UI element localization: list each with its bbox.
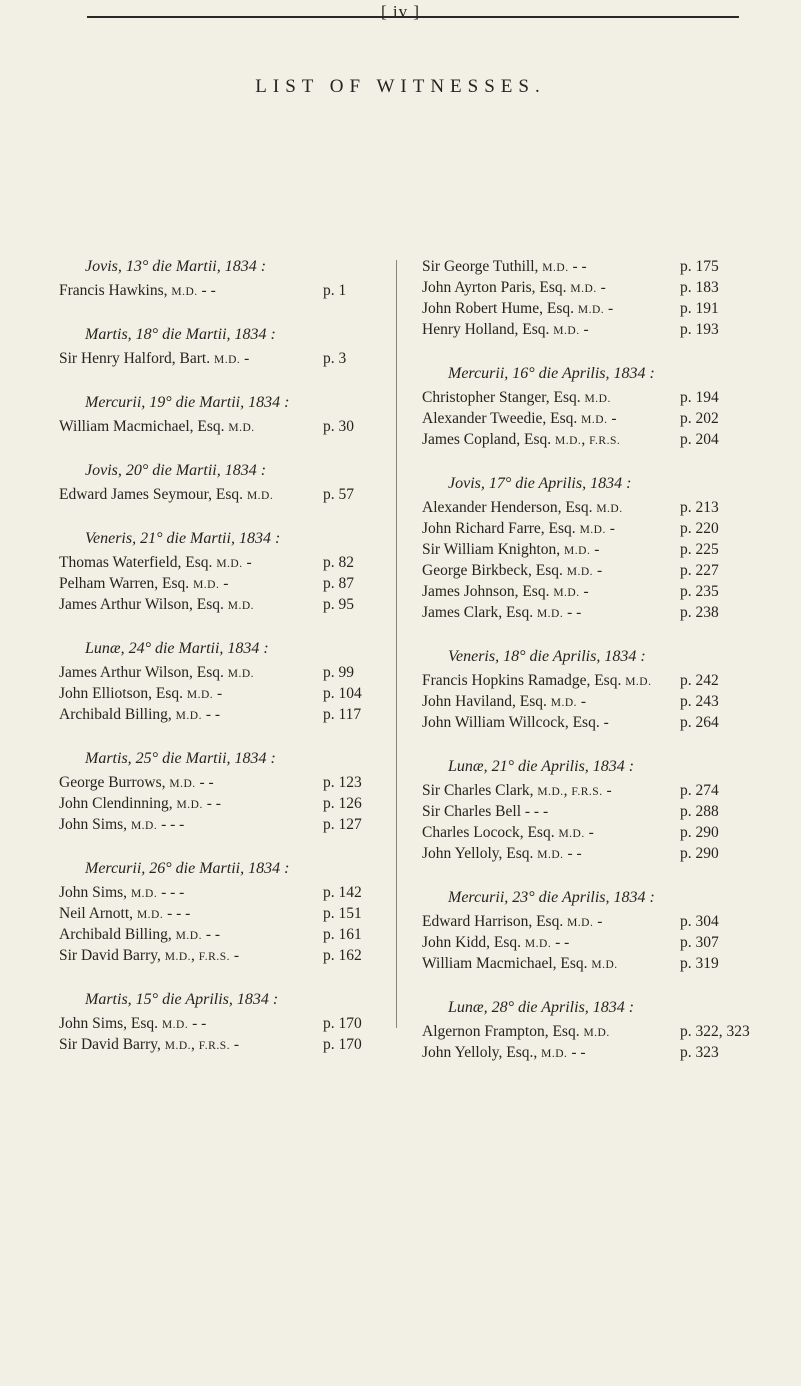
witness-row	[422, 408, 748, 429]
witness-page: p. 290	[680, 845, 719, 862]
witness-page: p. 161	[323, 926, 362, 943]
witness-row	[422, 780, 748, 801]
session-date: Mercurii, 23° die Aprilis, 1834 :	[448, 889, 655, 906]
session-date: Veneris, 21° die Martii, 1834 :	[85, 530, 281, 547]
witness-page: p. 290	[680, 824, 719, 841]
witness-name: John Yelloly, Esq. M.D. - -	[422, 845, 582, 862]
witness-name: Christopher Stanger, Esq. M.D.	[422, 389, 611, 406]
witness-page: p. 104	[323, 685, 362, 702]
witness-name: Thomas Waterfield, Esq. M.D. -	[59, 554, 252, 571]
witness-name: John Kidd, Esq. M.D. - -	[422, 934, 570, 951]
session	[422, 646, 748, 733]
session	[59, 858, 381, 966]
witness-row	[422, 670, 748, 691]
witness-row	[59, 704, 381, 725]
witness-page: p. 87	[323, 575, 354, 592]
witness-row	[59, 882, 381, 903]
session-date: Jovis, 13° die Martii, 1834 :	[85, 258, 267, 275]
witness-row	[422, 822, 748, 843]
witness-page: p. 227	[680, 562, 719, 579]
witness-name: John Sims, M.D. - - -	[59, 816, 185, 833]
witness-name: Algernon Frampton, Esq. M.D.	[422, 1023, 610, 1040]
witness-name: Charles Locock, Esq. M.D. -	[422, 824, 594, 841]
witness-row	[422, 1042, 748, 1063]
session	[59, 324, 381, 369]
witness-page: p. 288	[680, 803, 719, 820]
witness-row	[422, 497, 748, 518]
witness-row	[422, 277, 748, 298]
session	[422, 256, 748, 340]
witness-row	[59, 594, 381, 615]
session	[422, 997, 748, 1063]
witness-name: John Haviland, Esq. M.D. -	[422, 693, 587, 710]
witness-name: Archibald Billing, M.D. - -	[59, 926, 221, 943]
witness-page: p. 238	[680, 604, 719, 621]
witness-row	[422, 429, 748, 450]
witness-page: p. 307	[680, 934, 719, 951]
witness-row	[59, 280, 381, 301]
session-date: Lunæ, 28° die Aprilis, 1834 :	[448, 999, 635, 1016]
witness-name: Alexander Henderson, Esq. M.D.	[422, 499, 623, 516]
witness-name: Sir Charles Bell - - -	[422, 803, 549, 820]
witness-row	[59, 573, 381, 594]
witness-name: James Johnson, Esq. M.D. -	[422, 583, 589, 600]
witness-name: John Sims, M.D. - - -	[59, 884, 185, 901]
witness-name: James Arthur Wilson, Esq. M.D.	[59, 664, 255, 681]
session	[422, 887, 748, 974]
witness-row	[422, 1021, 748, 1042]
witness-page: p. 151	[323, 905, 362, 922]
witness-page: p. 126	[323, 795, 362, 812]
witness-name: Francis Hawkins, M.D. - -	[59, 282, 216, 299]
witness-page: p. 274	[680, 782, 719, 799]
witness-name: George Birkbeck, Esq. M.D. -	[422, 562, 603, 579]
session	[59, 460, 381, 505]
witness-name: Alexander Tweedie, Esq. M.D. -	[422, 410, 617, 427]
session	[59, 256, 381, 301]
witness-row	[59, 1034, 381, 1055]
witness-page: p. 213	[680, 499, 719, 516]
witness-name: Neil Arnott, M.D. - - -	[59, 905, 191, 922]
witness-page: p. 30	[323, 418, 354, 435]
witness-page: p. 220	[680, 520, 719, 537]
witness-row	[59, 552, 381, 573]
witness-page: p. 225	[680, 541, 719, 558]
witness-name: John Ayrton Paris, Esq. M.D. -	[422, 279, 606, 296]
witness-row	[422, 843, 748, 864]
session-date: Lunæ, 24° die Martii, 1834 :	[85, 640, 269, 657]
witness-page: p. 123	[323, 774, 362, 791]
witness-page: p. 3	[323, 350, 347, 367]
witness-row	[422, 801, 748, 822]
witness-page: p. 1	[323, 282, 347, 299]
witness-name: Henry Holland, Esq. M.D. -	[422, 321, 589, 338]
witness-row	[59, 484, 381, 505]
witness-name: Pelham Warren, Esq. M.D. -	[59, 575, 229, 592]
witness-row	[59, 683, 381, 704]
witness-row	[422, 256, 748, 277]
witness-name: James Clark, Esq. M.D. - -	[422, 604, 582, 621]
session-date: Veneris, 18° die Aprilis, 1834 :	[448, 648, 646, 665]
witness-page: p. 183	[680, 279, 719, 296]
witness-row	[59, 416, 381, 437]
session	[422, 473, 748, 623]
session-date: Martis, 25° die Martii, 1834 :	[85, 750, 276, 767]
witness-page: p. 304	[680, 913, 719, 930]
session	[59, 392, 381, 437]
column-divider	[396, 260, 397, 1028]
witness-name: Edward James Seymour, Esq. M.D.	[59, 486, 274, 503]
witness-name: Sir Henry Halford, Bart. M.D. -	[59, 350, 250, 367]
witness-page: p. 193	[680, 321, 719, 338]
session	[59, 989, 381, 1055]
page-title: LIST OF WITNESSES.	[255, 76, 546, 97]
witness-row	[422, 911, 748, 932]
witness-page: p. 235	[680, 583, 719, 600]
witness-name: Sir William Knighton, M.D. -	[422, 541, 600, 558]
witness-row	[422, 932, 748, 953]
witness-name: John Robert Hume, Esq. M.D. -	[422, 300, 614, 317]
session-date: Lunæ, 21° die Aprilis, 1834 :	[448, 758, 635, 775]
witness-row	[59, 903, 381, 924]
session-date: Martis, 15° die Aprilis, 1834 :	[85, 991, 279, 1008]
witness-row	[422, 319, 748, 340]
session-date: Jovis, 20° die Martii, 1834 :	[85, 462, 267, 479]
witness-row	[59, 662, 381, 683]
witness-row	[422, 539, 748, 560]
witness-name: John Richard Farre, Esq. M.D. -	[422, 520, 615, 537]
witness-page: p. 191	[680, 300, 719, 317]
witness-page: p. 202	[680, 410, 719, 427]
witness-page: p. 204	[680, 431, 719, 448]
witness-row	[422, 581, 748, 602]
witness-row	[59, 945, 381, 966]
witness-name: Sir David Barry, M.D., F.R.S. -	[59, 947, 240, 964]
witness-page: p. 170	[323, 1015, 362, 1032]
witness-name: William Macmichael, Esq. M.D.	[59, 418, 255, 435]
witness-name: John Clendinning, M.D. - -	[59, 795, 221, 812]
session-date: Martis, 18° die Martii, 1834 :	[85, 326, 276, 343]
witness-row	[59, 793, 381, 814]
session	[59, 748, 381, 835]
witness-page: p. 95	[323, 596, 354, 613]
witness-name: John William Willcock, Esq. -	[422, 714, 609, 731]
session-date: Mercurii, 26° die Martii, 1834 :	[85, 860, 290, 877]
witness-name: John Sims, Esq. M.D. - -	[59, 1015, 207, 1032]
session	[59, 528, 381, 615]
session-date: Mercurii, 19° die Martii, 1834 :	[85, 394, 290, 411]
witness-row	[422, 712, 748, 733]
witness-page: p. 194	[680, 389, 719, 406]
witness-page: p. 170	[323, 1036, 362, 1053]
witness-page: p. 243	[680, 693, 719, 710]
witness-page: p. 264	[680, 714, 719, 731]
witness-name: Sir David Barry, M.D., F.R.S. -	[59, 1036, 240, 1053]
witness-page: p. 162	[323, 947, 362, 964]
witness-page: p. 99	[323, 664, 354, 681]
witness-page: p. 57	[323, 486, 354, 503]
right-column	[422, 256, 748, 1086]
witness-name: James Copland, Esq. M.D., F.R.S.	[422, 431, 621, 448]
witness-name: George Burrows, M.D. - -	[59, 774, 214, 791]
witness-row	[422, 602, 748, 623]
session	[422, 363, 748, 450]
witness-page: p. 175	[680, 258, 719, 275]
witness-name: Edward Harrison, Esq. M.D. -	[422, 913, 603, 930]
witness-name: John Elliotson, Esq. M.D. -	[59, 685, 223, 702]
witness-name: John Yelloly, Esq., M.D. - -	[422, 1044, 586, 1061]
witness-name: Francis Hopkins Ramadge, Esq. M.D.	[422, 672, 652, 689]
session	[422, 756, 748, 864]
witness-page: p. 319	[680, 955, 719, 972]
session-date: Jovis, 17° die Aprilis, 1834 :	[448, 475, 632, 492]
witness-page: p. 82	[323, 554, 354, 571]
witness-name: William Macmichael, Esq. M.D.	[422, 955, 618, 972]
witness-row	[59, 772, 381, 793]
witness-row	[422, 298, 748, 319]
session-date: Mercurii, 16° die Aprilis, 1834 :	[448, 365, 655, 382]
witness-row	[422, 953, 748, 974]
witness-page: p. 323	[680, 1044, 719, 1061]
left-column	[59, 256, 381, 1078]
witness-row	[422, 387, 748, 408]
witness-row	[59, 1013, 381, 1034]
witness-page: p. 322, 323	[680, 1023, 750, 1040]
witness-page: p. 117	[323, 706, 362, 723]
witness-row	[422, 691, 748, 712]
witness-page: p. 242	[680, 672, 719, 689]
witness-page: p. 142	[323, 884, 362, 901]
witness-row	[422, 518, 748, 539]
witness-name: Archibald Billing, M.D. - -	[59, 706, 221, 723]
page-number: [ iv ]	[380, 2, 421, 21]
witness-name: Sir Charles Clark, M.D., F.R.S. -	[422, 782, 612, 799]
witness-page: p. 127	[323, 816, 362, 833]
session	[59, 638, 381, 725]
witness-row	[59, 924, 381, 945]
witness-row	[422, 560, 748, 581]
witness-name: Sir George Tuthill, M.D. - -	[422, 258, 587, 275]
witness-name: James Arthur Wilson, Esq. M.D.	[59, 596, 255, 613]
witness-row	[59, 348, 381, 369]
witness-row	[59, 814, 381, 835]
